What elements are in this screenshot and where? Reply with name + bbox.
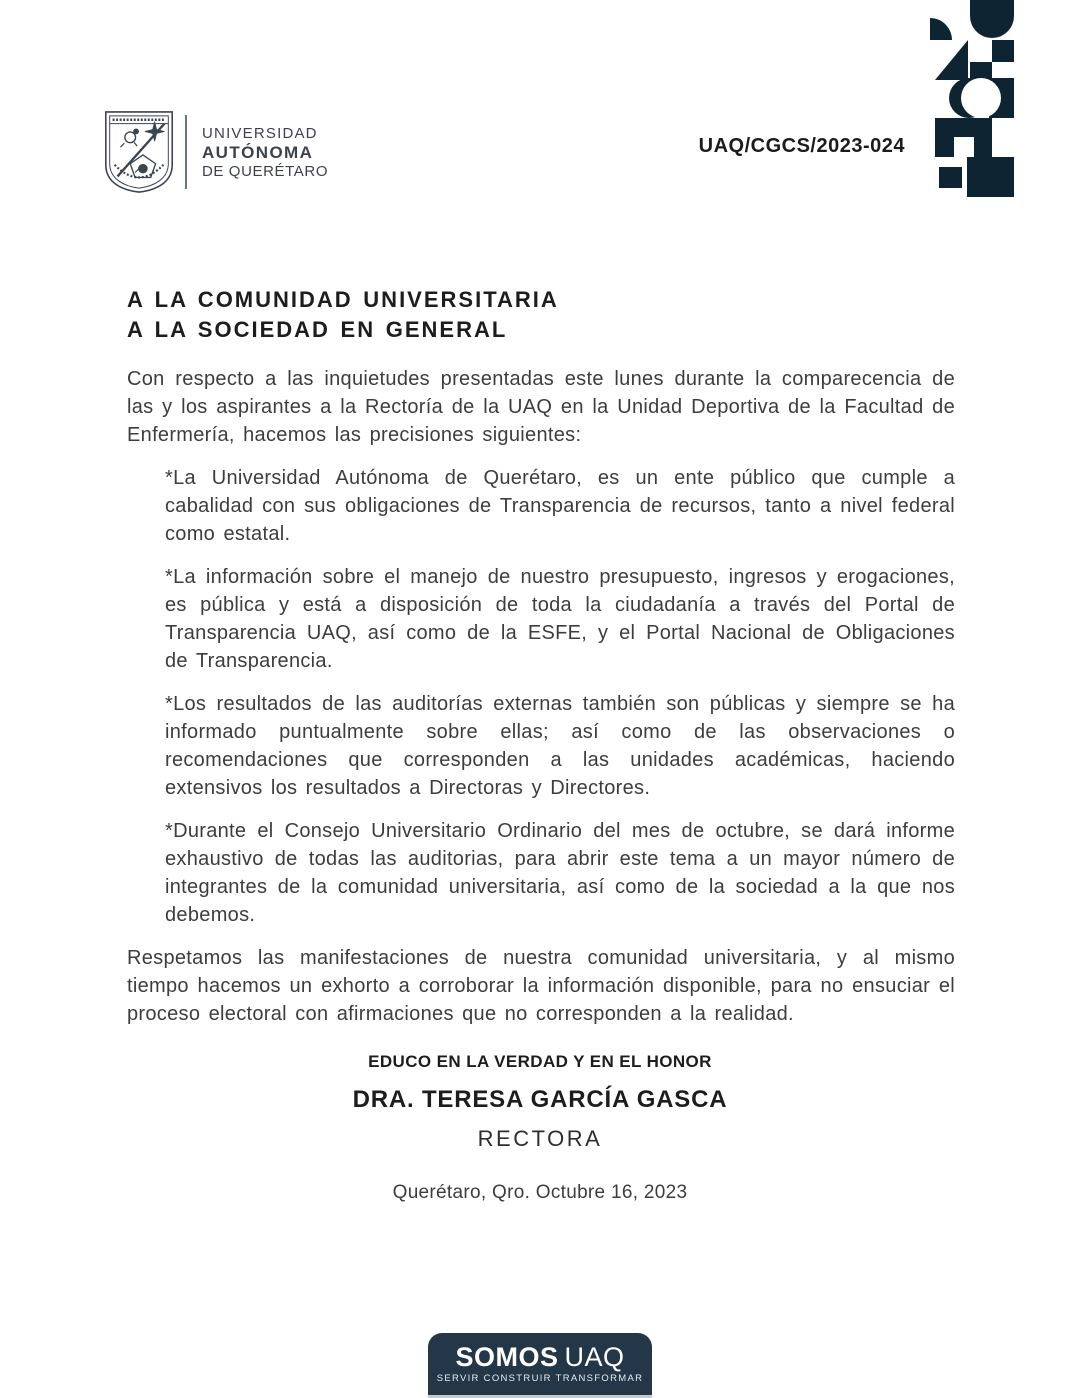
signatory-title: RECTORA (477, 1126, 603, 1151)
decorative-corner-graphic-icon (917, 0, 1017, 200)
bullet-paragraph-4: *Durante el Consejo Universitario Ordinario del mes de octubre, se dará informe exhaustivo de todas las auditorias, para abrir este tema a un mayor número de integrantes de la comunidad universitaria, así como de la sociedad a la que nos debemos. (165, 820, 955, 926)
university-crest-icon (103, 110, 175, 194)
recipient-heading-line1: A LA COMUNIDAD UNIVERSITARIA (127, 287, 559, 312)
somos-uaq-badge (428, 1333, 652, 1398)
university-name-line3: DE QUERÉTARO (202, 162, 329, 180)
university-name (202, 124, 328, 181)
badge-tagline: SERVIR CONSTRUIR TRANSFORMAR (436, 1373, 644, 1384)
badge-brand-bold: SOMOS (455, 1342, 559, 1372)
university-name-line2: AUTÓNOMA (202, 142, 314, 162)
bullet-paragraph-2: *La información sobre el manejo de nuestro presupuesto, ingresos y erogaciones, es pública y está a disposición de toda la ciudadanía a través del Portal de Transparencia UAQ, así como de la ESFE, y el Portal Nacional de Obligaciones de Transparencia. (165, 566, 955, 672)
recipient-headings (127, 285, 955, 345)
university-name-line1: UNIVERSIDAD (202, 124, 318, 142)
signature-block (0, 1052, 1080, 1204)
bullet-paragraph-3: *Los resultados de las auditorías externas también son públicas y siempre se ha informado puntualmente sobre ellas; así como de las observaciones o recomendaciones que corresponden a las unidades académicas, haciendo extensivos los resultados a Directoras y Directores. (165, 693, 955, 799)
badge-brand (428, 1343, 652, 1371)
recipient-heading-line2: A LA SOCIEDAD EN GENERAL (127, 317, 508, 342)
letter-body (127, 285, 955, 1043)
bullet-paragraph-1: *La Universidad Autónoma de Querétaro, es un ente público que cumple a cabalidad con sus obligaciones de Transparencia de recursos, tanto a nivel federal como estatal. (165, 467, 955, 545)
university-logo (103, 110, 328, 194)
badge-brand-light: UAQ (564, 1342, 625, 1372)
intro-paragraph: Con respecto a las inquietudes presentadas este lunes durante la comparecencia de las y los aspirantes a la Rectoría de la UAQ en la Unidad Deportiva de la Facultad de Enfermería, hacemos las precisiones siguientes: (127, 368, 955, 446)
closing-paragraph: Respetamos las manifestaciones de nuestra comunidad universitaria, y al mismo tiempo hacemos un exhorto a corroborar la información disponible, para no ensuciar el proceso electoral con afirmaciones que no corresponden a la realidad. (127, 947, 955, 1025)
signature-motto: EDUCO EN LA VERDAD Y EN EL HONOR (368, 1052, 712, 1071)
dateline: Querétaro, Qro. Octubre 16, 2023 (392, 1182, 688, 1203)
reference-number: UAQ/CGCS/2023-024 (698, 135, 905, 157)
signatory-name: DRA. TERESA GARCÍA GASCA (352, 1086, 728, 1113)
logo-divider (185, 115, 187, 189)
